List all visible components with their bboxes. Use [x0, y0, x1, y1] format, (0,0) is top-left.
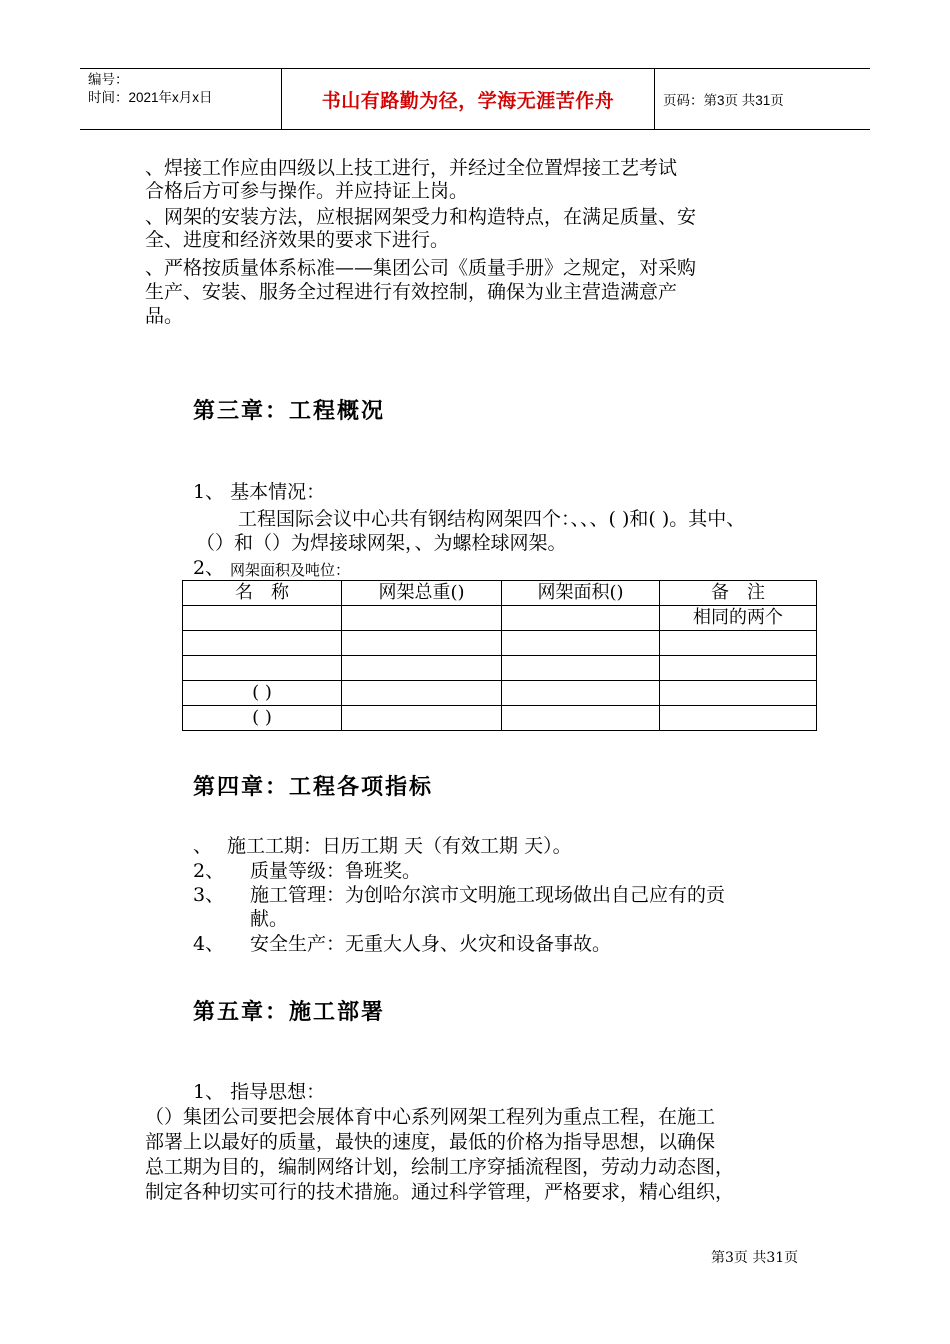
intro-line: 品。 — [145, 305, 184, 327]
page-footer: 第3页 共31页 — [711, 1250, 799, 1266]
chapter5-paragraph-line: 制定各种切实可行的技术措施。通过科学管理，严格要求，精心组织， — [145, 1181, 735, 1203]
document-number-label: 编号： — [88, 72, 129, 87]
chapter4-item-text: 安全生产：无重大人身、火灾和设备事故。 — [250, 933, 612, 955]
header-motto-cell — [282, 69, 655, 129]
table-row — [183, 656, 817, 681]
chapter4-item-number: 3、 — [193, 884, 225, 906]
chapter3-paragraph-line: 工程国际会议中心共有钢结构网架四个：、、、( )和( )。其中、 — [238, 508, 746, 530]
table-row — [183, 631, 817, 656]
grid-area-tonnage-table — [182, 580, 817, 731]
table-cell — [183, 656, 342, 681]
table-cell — [660, 656, 817, 681]
table-cell: ( ) — [183, 681, 342, 706]
chapter4-item-text: 质量等级：鲁班奖。 — [250, 860, 422, 882]
page-header — [80, 68, 870, 130]
table-cell — [660, 631, 817, 656]
header-motto: 书山有路勤为径，学海无涯苦作舟 — [321, 90, 615, 112]
intro-line: 合格后方可参与操作。并应持证上岗。 — [145, 180, 469, 202]
header-page-cell — [655, 69, 870, 129]
chapter3-item1: 1、 基本情况： — [193, 481, 326, 503]
table-cell — [502, 656, 660, 681]
chapter4-item-number: 4、 — [193, 933, 225, 955]
chapter5-paragraph-line: 部署上以最好的质量，最快的速度，最低的价格为指导思想，以确保 — [145, 1131, 716, 1153]
chapter3-item2-number: 2、 — [193, 557, 225, 579]
chapter4-item-text: 施工管理：为创哈尔滨市文明施工现场做出自己应有的贡 — [250, 884, 726, 906]
chapter5-title: 第五章：施工部署 — [193, 999, 386, 1025]
table-header-row — [183, 581, 817, 606]
table-cell — [502, 631, 660, 656]
intro-line: 、网架的安装方法，应根据网架受力和构造特点，在满足质量、安 — [145, 206, 697, 228]
chapter4-item-text: 献。 — [250, 908, 289, 930]
table-cell — [342, 631, 502, 656]
chapter5-paragraph-line: （）集团公司要把会展体育中心系列网架工程列为重点工程，在施工 — [145, 1106, 716, 1128]
table-cell — [183, 631, 342, 656]
header-page-ref: 页码：第3页 共31页 — [663, 93, 784, 108]
chapter4-item-number: 、 — [193, 835, 213, 857]
table-cell — [502, 606, 660, 631]
chapter4-item-text: 施工工期：日历工期 天（有效工期 天）。 — [227, 835, 572, 857]
table-header-cell: 网架面积() — [502, 581, 660, 606]
table-cell: 相同的两个 — [660, 606, 817, 631]
table-cell — [183, 606, 342, 631]
table-cell — [342, 681, 502, 706]
intro-line: 全、进度和经济效果的要求下进行。 — [145, 229, 450, 251]
intro-line: 、严格按质量体系标准——集团公司《质量手册》之规定，对采购 — [145, 257, 697, 279]
table-cell: ( ) — [183, 706, 342, 731]
chapter4-item-number: 2、 — [193, 860, 225, 882]
table-cell — [660, 706, 817, 731]
table-row — [183, 606, 817, 631]
table-header-cell: 名 称 — [183, 581, 342, 606]
table-header-cell: 备 注 — [660, 581, 817, 606]
chapter3-paragraph-line: （）和（）为焊接球网架，、为螺栓球网架。 — [196, 532, 567, 554]
table-cell — [342, 706, 502, 731]
chapter3-item2-label: 网架面积及吨位： — [230, 561, 351, 579]
header-left-cell — [80, 69, 282, 129]
table-cell — [342, 606, 502, 631]
chapter5-paragraph-line: 总工期为目的，编制网络计划，绘制工序穿插流程图，劳动力动态图， — [145, 1156, 735, 1178]
intro-line: 生产、安装、服务全过程进行有效控制，确保为业主营造满意产 — [145, 281, 678, 303]
chapter5-item1: 1、 指导思想： — [193, 1081, 326, 1103]
document-time-label: 时间：2021年x月x日 — [88, 90, 213, 105]
table-row — [183, 681, 817, 706]
table-row — [183, 706, 817, 731]
table-cell — [502, 706, 660, 731]
table-header-cell: 网架总重() — [342, 581, 502, 606]
table-cell — [502, 681, 660, 706]
chapter3-title: 第三章：工程概况 — [193, 398, 386, 424]
table-cell — [342, 656, 502, 681]
table-cell — [660, 681, 817, 706]
chapter4-title: 第四章：工程各项指标 — [193, 774, 434, 800]
intro-line: 、焊接工作应由四级以上技工进行，并经过全位置焊接工艺考试 — [145, 157, 678, 179]
